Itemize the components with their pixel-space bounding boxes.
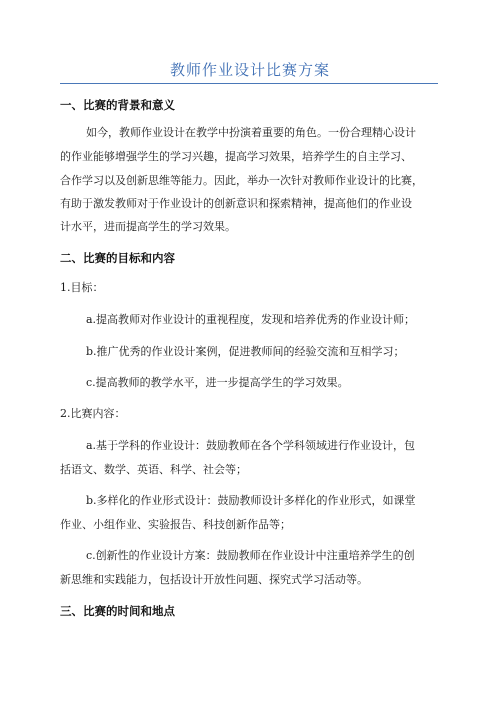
paragraph-line: 的作业能够增强学生的学习兴趣，提高学习效果，培养学生的自主学习、	[60, 150, 412, 163]
content-item-line: a.基于学科的作业设计：鼓励教师在各个学科领域进行作业设计，包	[86, 439, 416, 452]
paragraph-line: 合作学习以及创新思维等能力。因此，举办一次针对教师作业设计的比赛，	[60, 174, 423, 187]
content-item-line: c.创新性的作业设计方案：鼓励教师在作业设计中注重培养学生的创	[86, 549, 415, 562]
section-heading-time-place: 三、比赛的时间和地点	[60, 604, 175, 618]
paragraph-line: 如今，教师作业设计在教学中扮演着重要的角色。一份合理精心设计	[86, 126, 416, 139]
goal-item: a.提高教师对作业设计的重视程度，发现和培养优秀的作业设计师；	[86, 313, 416, 326]
content-label: 2.比赛内容：	[60, 407, 126, 420]
goal-item: b.推广优秀的作业设计案例，促进教师间的经验交流和互相学习；	[86, 345, 405, 358]
goals-label: 1.目标：	[60, 281, 104, 294]
content-item-line: 作业、小组作业、实验报告、科技创新作品等；	[60, 518, 291, 531]
document-title: 教师作业设计比赛方案	[169, 61, 330, 79]
goal-item: c.提高教师的教学水平，进一步提高学生的学习效果。	[86, 376, 349, 389]
section-heading-goals: 二、比赛的目标和内容	[60, 251, 175, 265]
content-item-line: 新思维和实践能力，包括设计开放性问题、探究式学习活动等。	[60, 573, 368, 586]
section-heading-background: 一、比赛的背景和意义	[60, 98, 175, 112]
paragraph-line: 计水平，进而提高学生的学习效果。	[60, 220, 236, 233]
content-item-line: b.多样化的作业形式设计：鼓励教师设计多样化的作业形式，如课堂	[86, 494, 416, 507]
title-underline	[60, 83, 438, 84]
content-item-line: 括语文、数学、英语、科学、社会等；	[60, 463, 247, 476]
paragraph-line: 有助于激发教师对于作业设计的创新意识和探索精神，提高他们的作业设	[60, 197, 412, 210]
